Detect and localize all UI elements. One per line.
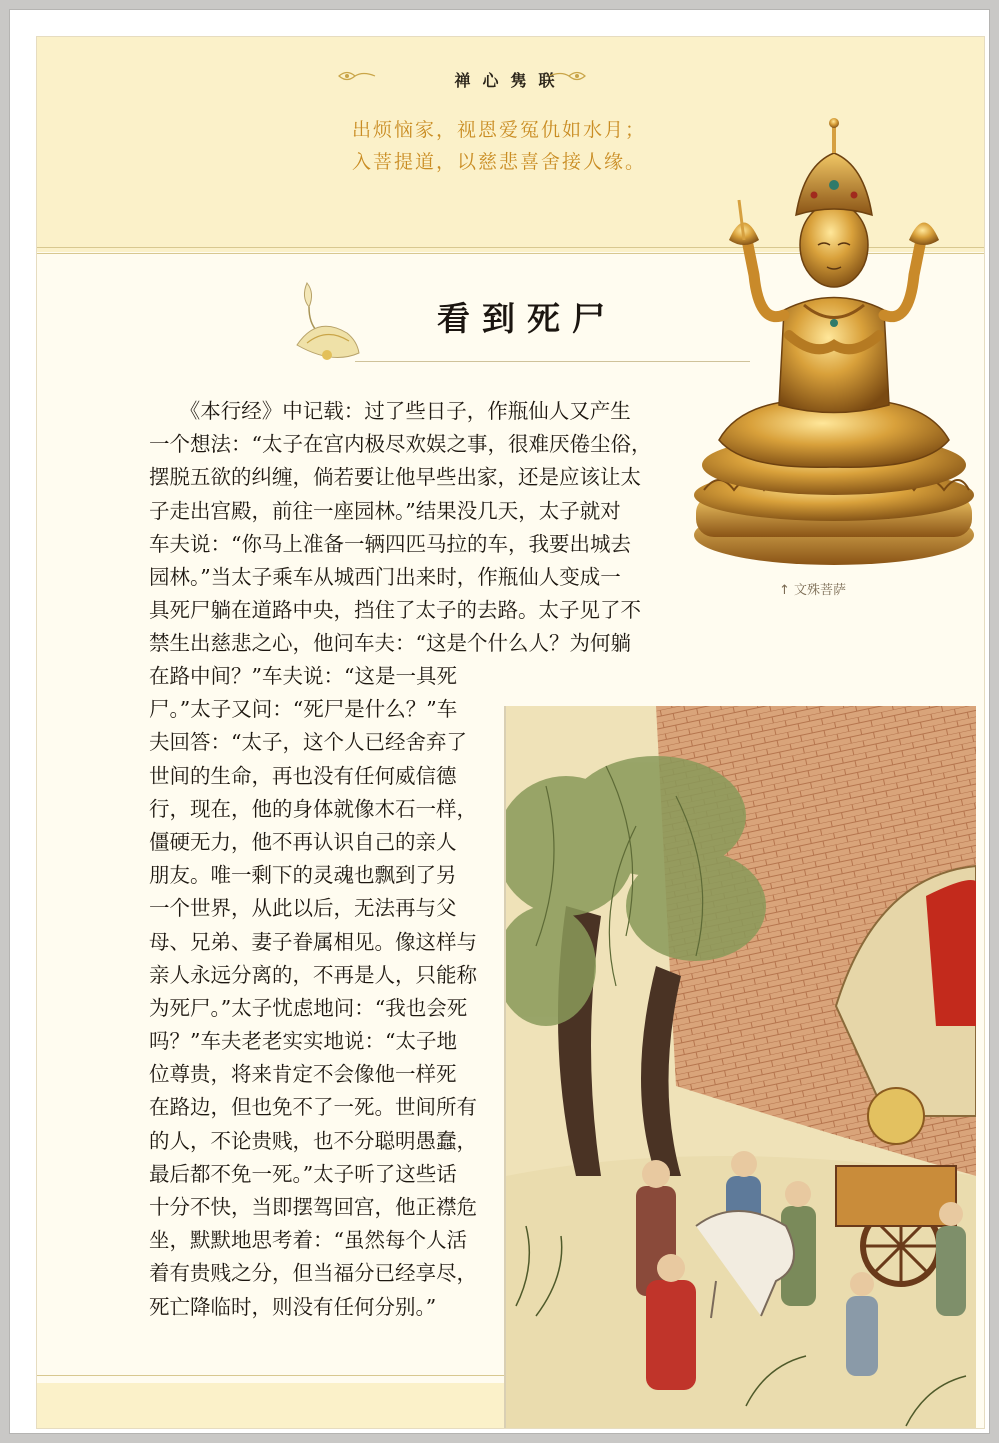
- text-line: 一个想法：“太子在宫内极尽欢娱之事，很难厌倦尘俗，: [149, 432, 652, 457]
- text-line: 尸。”太子又问：“死尸是什么？”车: [149, 697, 458, 722]
- statue-caption: ↑ 文殊菩萨: [779, 583, 847, 598]
- text-line: 《本行经》中记载：过了些日子，作瓶仙人又产生: [149, 399, 631, 423]
- text-line: 禁生出慈悲之心，他问车夫：“这是个什么人？为何躺: [149, 631, 631, 656]
- title-underline: [355, 361, 750, 362]
- text-line: 朋友。唯一剩下的灵魂也飘到了另: [149, 863, 457, 888]
- text-line: 在路中间？”车夫说：“这是一具死: [149, 664, 457, 688]
- text-line: 世间的生命，再也没有任何威信德: [149, 763, 457, 788]
- text-line: 位尊贵，将来肯定不会像他一样死: [149, 1062, 457, 1087]
- text-line: 子走出宫殿，前往一座园林。”结果没几天，太子就对: [149, 498, 621, 523]
- text-line: 在路边，但也免不了一死。世间所有: [149, 1095, 477, 1120]
- text-line: 园林。”当太子乘车从城西门出来时，作瓶仙人变成一: [149, 564, 621, 589]
- text-line: 摆脱五欲的纠缠，倘若要让他早些出家，还是应该让太: [149, 465, 641, 490]
- page-title: 看到死尸: [437, 299, 617, 338]
- ornament-right-icon: [547, 67, 587, 85]
- text-line: 坐，默默地思考着：“虽然每个人活: [149, 1228, 467, 1253]
- book-page: [36, 36, 985, 1429]
- text-line: 着有贵贱之分，但当福分已经享尽，: [149, 1261, 477, 1286]
- text-line: 具死尸躺在道路中央，挡住了太子的去路。太子见了不: [149, 598, 641, 623]
- text-line: 行，现在，他的身体就像木石一样，: [149, 796, 477, 821]
- footer-divider: [37, 1375, 504, 1376]
- text-line: 亲人永远分离的，不再是人，只能称: [149, 962, 477, 987]
- text-line: 最后都不免一死。”太子听了这些话: [149, 1161, 457, 1186]
- footer-band: [37, 1383, 504, 1428]
- couplet-line-2: 入菩提道，以慈悲喜舍接人缘。: [352, 151, 647, 173]
- text-line: 十分不快，当即摆驾回宫，他正襟危: [149, 1195, 477, 1219]
- text-line: 死亡降临时，则没有任何分别。”: [149, 1294, 437, 1319]
- text-line: 的人，不论贵贱，也不分聪明愚蠢，: [149, 1128, 477, 1153]
- text-line: 夫回答：“太子，这个人已经舍弃了: [149, 730, 467, 755]
- body-text-wide: [149, 395, 651, 661]
- text-line: 母、兄弟、妻子眷属相见。像这样与: [149, 929, 477, 954]
- lotus-ornament-icon: [287, 275, 367, 365]
- text-line: 一个世界，从此以后，无法再与父: [149, 896, 457, 921]
- text-line: 吗？”车夫老老实实地说：“太子地: [149, 1029, 457, 1054]
- page-frame: [10, 10, 989, 1433]
- couplet-line-1: 出烦恼家，视恩爱冤仇如水月；: [352, 119, 647, 141]
- text-line: 车夫说：“你马上准备一辆四匹马拉的车，我要出城去: [149, 531, 631, 556]
- bodhisattva-statue-image: [684, 95, 984, 573]
- text-line: 为死尸。”太子忧虑地问：“我也会死: [149, 995, 468, 1020]
- body-text-narrow: [149, 660, 477, 1324]
- running-head-text: 禅心隽联: [454, 71, 567, 90]
- chariot-scene-painting: [504, 706, 976, 1428]
- text-line: 僵硬无力，他不再认识自己的亲人: [149, 829, 457, 854]
- running-head: [37, 68, 984, 91]
